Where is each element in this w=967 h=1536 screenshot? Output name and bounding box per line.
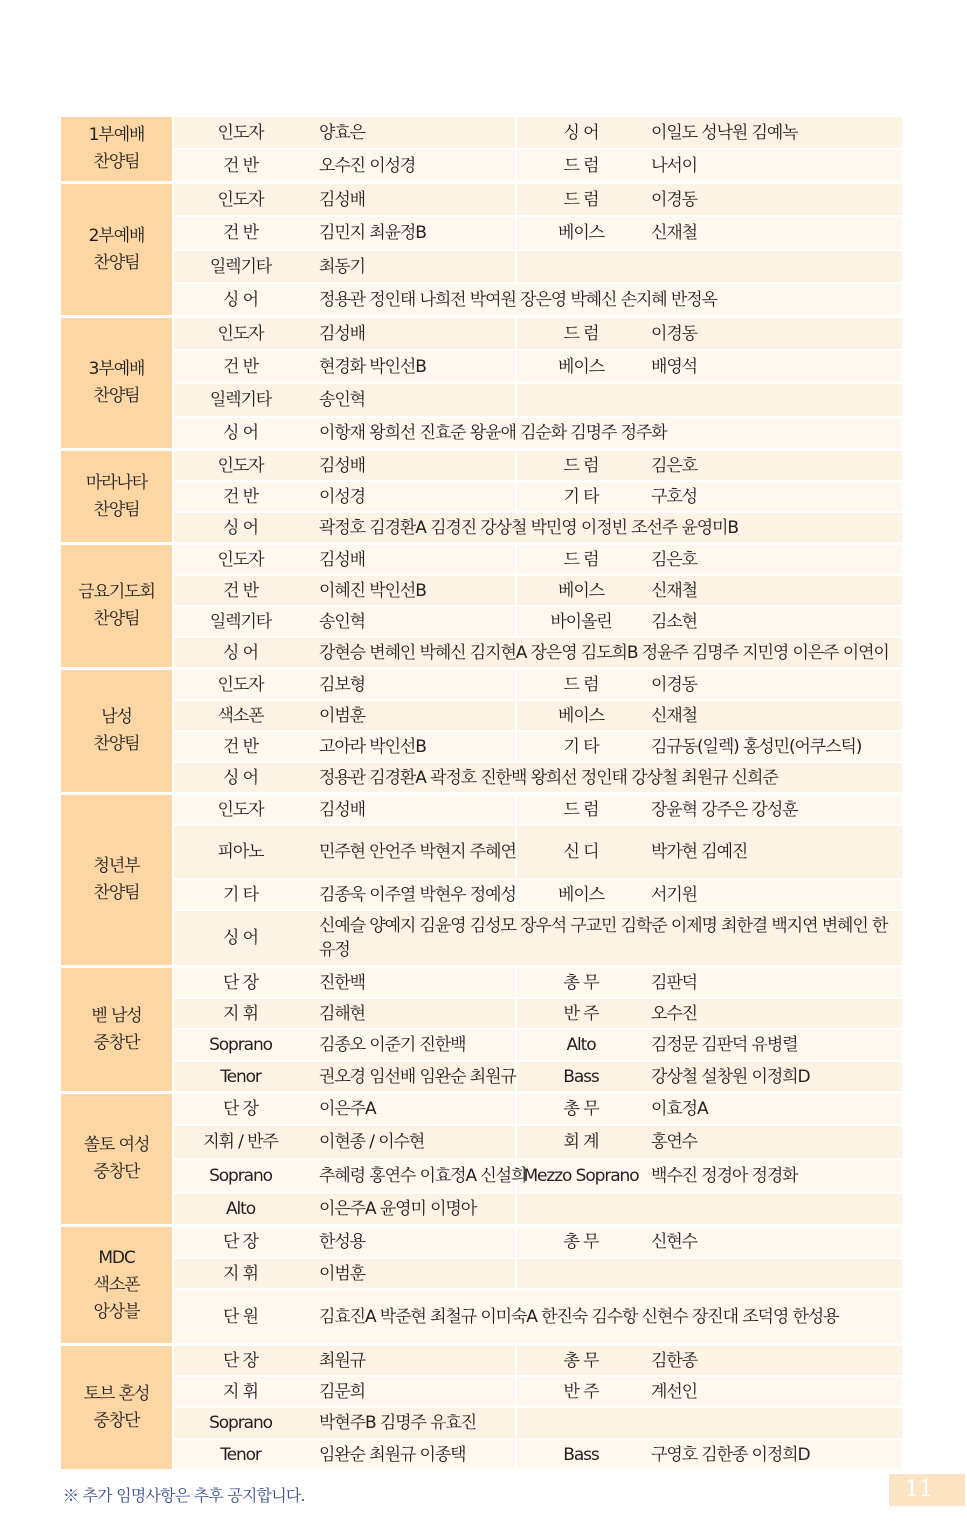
member-names: 김해현 [307, 999, 517, 1030]
member-names: 현경화 박인선B [307, 351, 517, 384]
roster-row [61, 1408, 902, 1440]
roster-row [61, 1094, 902, 1126]
role-label: 지휘 / 반주 [174, 1126, 307, 1160]
role-label: 일렉기타 [174, 251, 307, 284]
role-label [517, 1408, 645, 1440]
member-names: 송인혁 [307, 384, 517, 418]
member-names [645, 384, 902, 418]
role-label: 싱 어 [174, 763, 307, 795]
member-names: 신재철 [645, 576, 902, 607]
member-names: 신현수 [645, 1227, 902, 1259]
member-names: 김성배 [307, 318, 517, 351]
group-label: 청년부 찬양팀 [61, 795, 174, 968]
member-names: 정용관 김경환A 곽정호 진한백 왕희선 정인태 강상철 최원규 신희준 [307, 763, 902, 795]
role-label: 건 반 [174, 217, 307, 251]
group-label: 1부예배 찬양팀 [61, 117, 174, 184]
roster-body [61, 117, 902, 1472]
member-names: 김성배 [307, 184, 517, 217]
member-names: 김판덕 [645, 968, 902, 999]
role-label: 인도자 [174, 670, 307, 701]
member-names: 최동기 [307, 251, 517, 284]
member-names: 김규동(일렉) 홍성민(어쿠스틱) [645, 732, 902, 763]
roster-row [61, 318, 902, 351]
member-names: 이범훈 [307, 1259, 517, 1290]
member-names: 오수진 이성경 [307, 150, 517, 184]
role-label: Soprano [174, 1030, 307, 1062]
role-label: 바이올린 [517, 607, 645, 638]
member-names: 정용관 정인태 나희전 박여원 장은영 박혜신 손지혜 반정옥 [307, 284, 902, 318]
page-number: 11 [889, 1474, 965, 1506]
role-label [517, 1194, 645, 1227]
roster-row [61, 701, 902, 732]
role-label: 반 주 [517, 1377, 645, 1408]
role-label: Alto [517, 1030, 645, 1062]
roster-row [61, 576, 902, 607]
role-label: 총 무 [517, 1094, 645, 1126]
role-label: 인도자 [174, 451, 307, 482]
role-label [517, 384, 645, 418]
member-names: 오수진 [645, 999, 902, 1030]
roster-row [61, 968, 902, 999]
roster-row [61, 1377, 902, 1408]
member-names: 신재철 [645, 701, 902, 732]
roster-row [61, 418, 902, 451]
role-label: 단 장 [174, 968, 307, 999]
roster-row [61, 351, 902, 384]
role-label: 단 장 [174, 1227, 307, 1259]
roster-row [61, 184, 902, 217]
roster-row [61, 670, 902, 701]
role-label: Bass [517, 1062, 645, 1094]
role-label: 싱 어 [174, 513, 307, 545]
role-label [517, 1259, 645, 1290]
role-label: Bass [517, 1440, 645, 1472]
member-names: 이경동 [645, 184, 902, 217]
roster-row [61, 217, 902, 251]
role-label: 총 무 [517, 968, 645, 999]
role-label: 베이스 [517, 217, 645, 251]
member-names: 임완순 최원규 이종택 [307, 1440, 517, 1472]
role-label: 지 휘 [174, 1377, 307, 1408]
role-label: 건 반 [174, 576, 307, 607]
role-label: 싱 어 [174, 418, 307, 451]
member-names: 박가현 김예진 [645, 826, 902, 880]
roster-row [61, 150, 902, 184]
member-names: 김성배 [307, 795, 517, 826]
role-label: 단 장 [174, 1346, 307, 1377]
role-label: Mezzo Soprano [517, 1160, 645, 1194]
group-label: 2부예배 찬양팀 [61, 184, 174, 318]
member-names: 김소현 [645, 607, 902, 638]
role-label: 싱 어 [174, 284, 307, 318]
role-label: Tenor [174, 1440, 307, 1472]
member-names: 김문희 [307, 1377, 517, 1408]
role-label: 건 반 [174, 150, 307, 184]
role-label: 회 계 [517, 1126, 645, 1160]
roster-row [61, 251, 902, 284]
roster-row [61, 1062, 902, 1094]
member-names: 송인혁 [307, 607, 517, 638]
member-names: 김종욱 이주열 박현우 정예성 [307, 880, 517, 911]
role-label: 드 럼 [517, 545, 645, 576]
member-names: 고아라 박인선B [307, 732, 517, 763]
role-label: 일렉기타 [174, 607, 307, 638]
roster-row [61, 638, 902, 670]
role-label: Soprano [174, 1160, 307, 1194]
role-label: 베이스 [517, 880, 645, 911]
member-names: 김정문 김판덕 유병렬 [645, 1030, 902, 1062]
member-names: 이효정A [645, 1094, 902, 1126]
member-names: 한성용 [307, 1227, 517, 1259]
role-label: 건 반 [174, 482, 307, 513]
roster-row [61, 607, 902, 638]
role-label: 베이스 [517, 576, 645, 607]
roster-row [61, 763, 902, 795]
role-label: 반 주 [517, 999, 645, 1030]
group-label: 쏠토 여성 중창단 [61, 1094, 174, 1227]
member-names: 신예슬 양예지 김윤영 김성모 장우석 구교민 김학준 이제명 최한결 백지연 변혜인 한유정 [307, 911, 902, 968]
member-names: 강현승 변혜인 박혜신 김지현A 장은영 김도희B 정윤주 김명주 지민영 이은주 이연이 [307, 638, 902, 670]
roster-row [61, 732, 902, 763]
ministry-roster-table [61, 117, 902, 1472]
member-names: 민주현 안언주 박현지 주혜연 [307, 826, 517, 880]
role-label: 싱 어 [174, 911, 307, 968]
group-label: 마라나타 찬양팀 [61, 451, 174, 545]
member-names: 김민지 최윤정B [307, 217, 517, 251]
role-label: 인도자 [174, 117, 307, 150]
member-names: 이경동 [645, 670, 902, 701]
member-names: 김한종 [645, 1346, 902, 1377]
role-label: 기 타 [517, 732, 645, 763]
member-names: 이성경 [307, 482, 517, 513]
member-names: 양효은 [307, 117, 517, 150]
role-label: Soprano [174, 1408, 307, 1440]
roster-row [61, 999, 902, 1030]
roster-row [61, 795, 902, 826]
member-names [645, 251, 902, 284]
role-label: 인도자 [174, 318, 307, 351]
role-label: 기 타 [517, 482, 645, 513]
roster-row [61, 384, 902, 418]
member-names: 권오경 임선배 임완순 최원규 [307, 1062, 517, 1094]
roster-row [61, 1030, 902, 1062]
group-label: 3부예배 찬양팀 [61, 318, 174, 451]
member-names: 백수진 정경아 정경화 [645, 1160, 902, 1194]
member-names: 곽정호 김경환A 김경진 강상철 박민영 이정빈 조선주 윤영미B [307, 513, 902, 545]
member-names: 이일도 성낙원 김예녹 [645, 117, 902, 150]
role-label: 인도자 [174, 184, 307, 217]
group-label: MDC 색소폰 앙상블 [61, 1227, 174, 1346]
role-label: 피아노 [174, 826, 307, 880]
role-label: 싱 어 [517, 117, 645, 150]
member-names: 김성배 [307, 451, 517, 482]
roster-row [61, 1126, 902, 1160]
member-names: 박현주B 김명주 유효진 [307, 1408, 517, 1440]
roster-row [61, 1259, 902, 1290]
roster-row [61, 1440, 902, 1472]
role-label [517, 251, 645, 284]
role-label: 인도자 [174, 795, 307, 826]
role-label: 색소폰 [174, 701, 307, 732]
member-names: 이범훈 [307, 701, 517, 732]
member-names: 장윤혁 강주은 강성훈 [645, 795, 902, 826]
member-names: 김은호 [645, 545, 902, 576]
role-label: 건 반 [174, 732, 307, 763]
role-label: 인도자 [174, 545, 307, 576]
role-label: Alto [174, 1194, 307, 1227]
member-names: 계선인 [645, 1377, 902, 1408]
role-label: 단 장 [174, 1094, 307, 1126]
member-names: 김보형 [307, 670, 517, 701]
member-names: 최원규 [307, 1346, 517, 1377]
roster-row [61, 911, 902, 968]
role-label: 총 무 [517, 1346, 645, 1377]
member-names: 이항재 왕희선 진효준 왕윤애 김순화 김명주 정주화 [307, 418, 902, 451]
role-label: 총 무 [517, 1227, 645, 1259]
member-names: 이경동 [645, 318, 902, 351]
member-names: 이은주A [307, 1094, 517, 1126]
group-label: 토브 혼성 중창단 [61, 1346, 174, 1472]
member-names: 이은주A 윤영미 이명아 [307, 1194, 517, 1227]
role-label: 드 럼 [517, 795, 645, 826]
member-names: 배영석 [645, 351, 902, 384]
member-names: 김성배 [307, 545, 517, 576]
role-label: 싱 어 [174, 638, 307, 670]
role-label: 지 휘 [174, 1259, 307, 1290]
role-label: Tenor [174, 1062, 307, 1094]
roster-row [61, 1194, 902, 1227]
member-names: 진한백 [307, 968, 517, 999]
member-names: 김종오 이준기 진한백 [307, 1030, 517, 1062]
roster-row [61, 482, 902, 513]
member-names: 추혜령 홍연수 이효정A 신설희 [307, 1160, 517, 1194]
role-label: 건 반 [174, 351, 307, 384]
role-label: 드 럼 [517, 184, 645, 217]
roster-row [61, 545, 902, 576]
group-label: 남성 찬양팀 [61, 670, 174, 795]
group-label: 금요기도회 찬양팀 [61, 545, 174, 670]
roster-row [61, 880, 902, 911]
role-label: 드 럼 [517, 670, 645, 701]
group-label: 벧 남성 중창단 [61, 968, 174, 1094]
member-names [645, 1259, 902, 1290]
member-names [645, 1408, 902, 1440]
footnote: ※ 추가 임명사항은 추후 공지합니다. [63, 1486, 305, 1505]
roster-row [61, 513, 902, 545]
member-names: 김은호 [645, 451, 902, 482]
roster-row [61, 284, 902, 318]
member-names: 홍연수 [645, 1126, 902, 1160]
roster-row [61, 451, 902, 482]
role-label: 일렉기타 [174, 384, 307, 418]
member-names: 구영호 김한종 이정희D [645, 1440, 902, 1472]
roster-row [61, 117, 902, 150]
roster-row [61, 1290, 902, 1346]
roster-row [61, 1346, 902, 1377]
member-names [645, 1194, 902, 1227]
role-label: 드 럼 [517, 318, 645, 351]
member-names: 이현종 / 이수현 [307, 1126, 517, 1160]
member-names: 강상철 설창원 이정희D [645, 1062, 902, 1094]
role-label: 베이스 [517, 701, 645, 732]
role-label: 단 원 [174, 1290, 307, 1346]
member-names: 이혜진 박인선B [307, 576, 517, 607]
member-names: 서기원 [645, 880, 902, 911]
roster-row [61, 1160, 902, 1194]
roster-row [61, 1227, 902, 1259]
role-label: 드 럼 [517, 150, 645, 184]
role-label: 베이스 [517, 351, 645, 384]
member-names: 신재철 [645, 217, 902, 251]
role-label: 지 휘 [174, 999, 307, 1030]
role-label: 드 럼 [517, 451, 645, 482]
member-names: 나서이 [645, 150, 902, 184]
roster-row [61, 826, 902, 880]
role-label: 기 타 [174, 880, 307, 911]
member-names: 구호성 [645, 482, 902, 513]
member-names: 김효진A 박준현 최철규 이미숙A 한진숙 김수항 신현수 장진대 조덕영 한성용 [307, 1290, 902, 1346]
role-label: 신 디 [517, 826, 645, 880]
